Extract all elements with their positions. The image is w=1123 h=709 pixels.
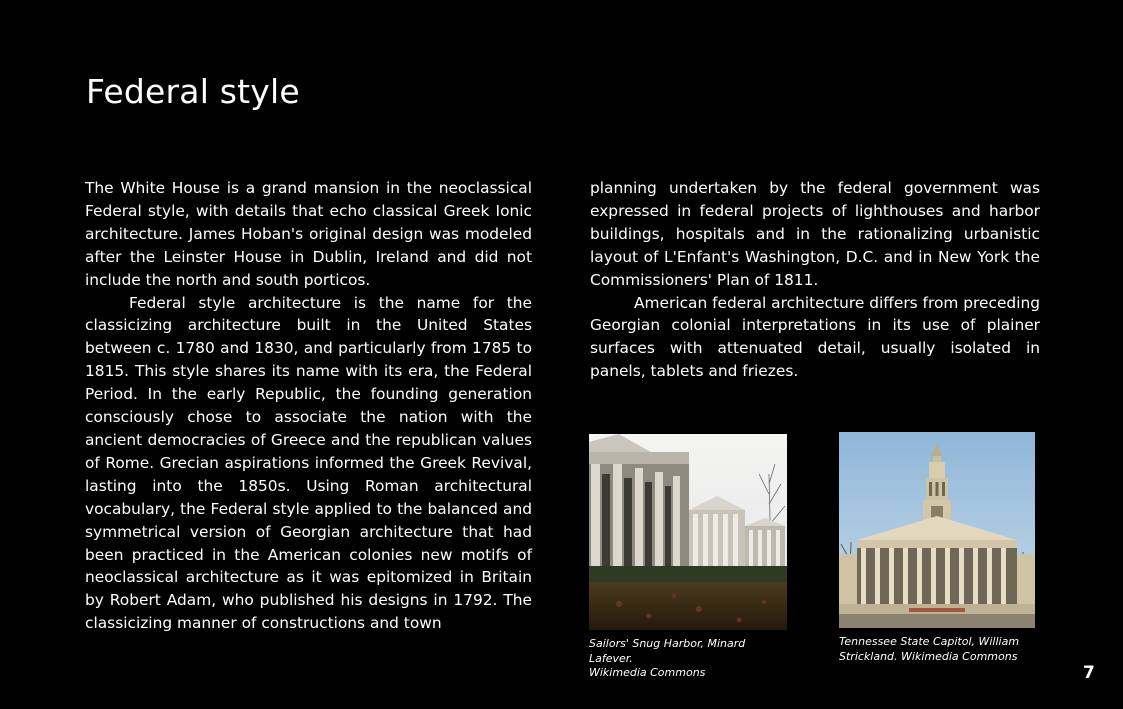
figure-snug-harbor: [589, 432, 787, 681]
tennessee-capitol-photo: [839, 432, 1035, 628]
tennessee-capitol-caption-line-2: Strickland. Wikimedia Commons: [839, 649, 1018, 663]
right-text-column: [590, 177, 1040, 383]
tennessee-capitol-caption: [839, 635, 1035, 664]
page-title: Federal style: [86, 72, 300, 111]
left-text-column: [85, 177, 532, 635]
snug-harbor-caption-line-1: Sailors' Snug Harbor, Minard Lafever.: [589, 637, 746, 665]
tennessee-capitol-caption-line-1: Tennessee State Capitol, William: [839, 635, 1020, 648]
paragraph-planning: planning undertaken by the federal government was expressed in federal projects of lighthouses and harbor buildings, hospitals and in the rationalizing urbanistic layout of L'Enfant's Washington, D.C. and in New York the Commissioners' Plan of 1811.: [590, 179, 1040, 289]
paragraph-american-federal: American federal architecture differs from preceding Georgian colonial interpretations in its use of plainer surfaces with attenuated detail, usually isolated in panels, tablets and friezes.: [590, 293, 1040, 381]
paragraph-white-house: The White House is a grand mansion in the neoclassical Federal style, with details that echo classical Greek Ionic architecture. James Hoban's original design was modeled after the Leinster House in Dublin, Ireland and did not include the north and south porticos.: [85, 179, 532, 289]
snug-harbor-caption-line-2: Wikimedia Commons: [589, 666, 706, 679]
page-number: 7: [1083, 663, 1095, 683]
snug-harbor-photo: [589, 434, 787, 630]
paragraph-federal-architecture: Federal style architecture is the name for the classicizing architecture built in the United States between c. 1780 and 1830, and particularly from 1785 to 1815. This style shares its name with its era, the Federal Period. In the early Republic, the founding generation consciously chose to associate the nation with the ancient democracies of Greece and the republican values of Rome. Grecian aspirations informed the Greek Revival, lasting into the 1850s. Using Roman architectural vocabulary, the Federal style applied to the balanced and symmetrical version of Georgian architecture that had been practiced in the American colonies new motifs of neoclassical architecture as it was epitomized in Britain by Robert Adam, who published his designs in 1792. The classicizing manner of constructions and town: [85, 293, 532, 633]
snug-harbor-caption: [589, 637, 787, 681]
figure-tennessee-capitol: [839, 432, 1035, 664]
